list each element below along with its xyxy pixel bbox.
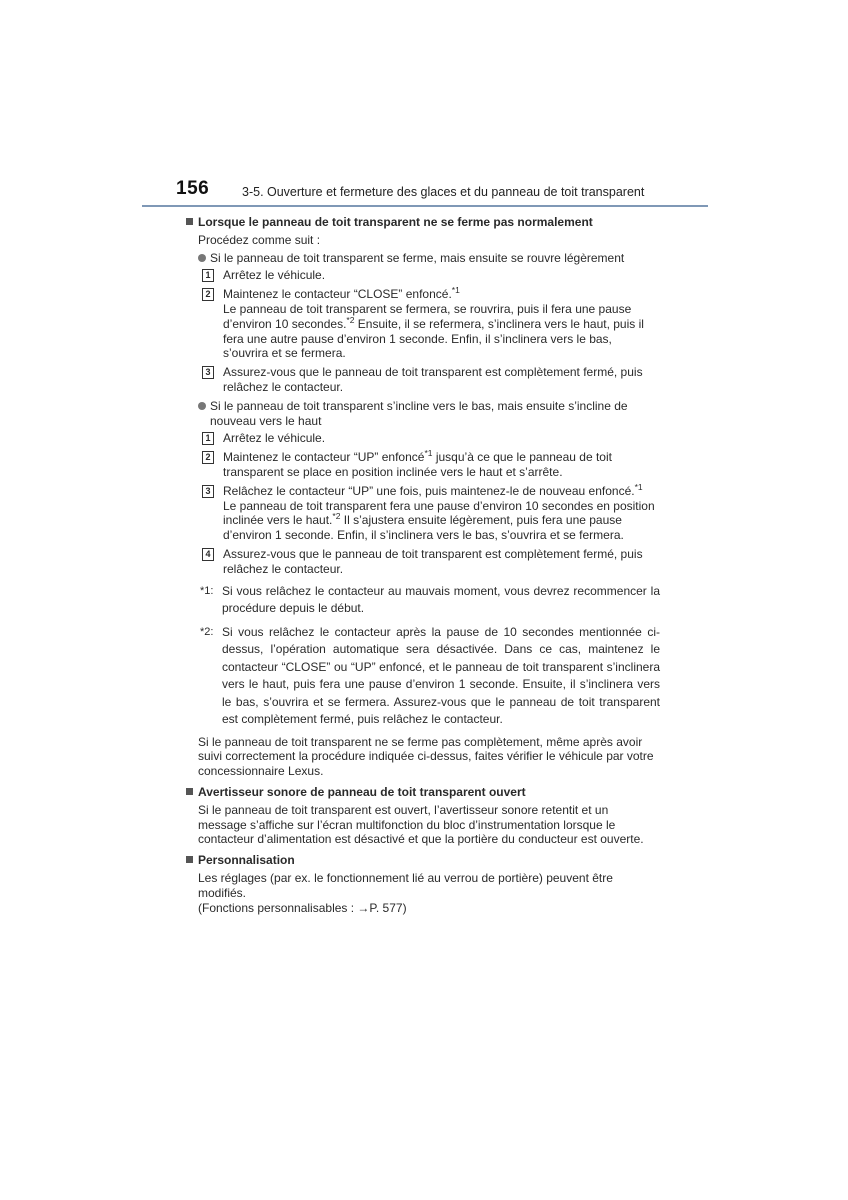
step-item xyxy=(202,287,660,361)
footnote-text: Si vous relâchez le contacteur après la pause de 10 secondes mentionnée ci-dessus, l’opération automatique sera désactivée. Dans ce cas, maintenez le contacteur “CLOSE” ou “UP” enfoncé, et le panneau de toit transparent s’inclinera vers le haut, puis fera une pause d’environ 1 seconde. Ensuite, il s’inclinera vers le bas, s’ouvrira et se fermera. Assurez-vous que le panneau de toit transparent est complètement fermé, puis relâchez le contacteur. xyxy=(222,624,660,727)
step-number: 2 xyxy=(202,451,214,464)
step-text xyxy=(223,450,660,480)
step-number: 3 xyxy=(202,366,214,379)
step-item xyxy=(202,450,660,480)
section-title: 3-5. Ouverture et fermeture des glaces et du panneau de toit transparent xyxy=(242,185,645,199)
case-title xyxy=(198,251,660,266)
closing-text: Si le panneau de toit transparent ne se ferme pas complètement, même après avoir suivi correctement la procédure indiquée ci-dessus, faites vérifier le véhicule par votre concessionnaire Lexus. xyxy=(198,734,654,779)
heading-text: Personnalisation xyxy=(198,853,295,868)
section-heading xyxy=(186,785,660,800)
step-text xyxy=(223,287,660,361)
case-title xyxy=(198,399,660,429)
section-text-line: Les réglages (par ex. le fonctionnement lié au verrou de portière) peuvent être modifiés. xyxy=(198,870,613,900)
footnote-ref: *1 xyxy=(634,481,643,492)
step-text-part: Maintenez le contacteur “CLOSE” enfoncé. xyxy=(223,287,452,302)
section-heading xyxy=(186,215,660,230)
step-item xyxy=(202,481,660,543)
page-content xyxy=(186,215,660,918)
circle-bullet-icon xyxy=(198,254,206,262)
footnote-mark: *2: xyxy=(200,625,214,638)
heading-text: Avertisseur sonore de panneau de toit transparent ouvert xyxy=(198,784,526,799)
section-text xyxy=(198,871,660,915)
step-item xyxy=(202,365,660,395)
step-text-part: Le panneau de toit transparent se fermera, se rouvrira, puis il fera une pause d’environ 10 secondes. xyxy=(223,301,632,331)
footnote-ref: *2 xyxy=(332,511,341,522)
footnote-text: Si vous relâchez le contacteur au mauvais moment, vous devrez recommencer la procédure depuis le début. xyxy=(222,583,660,616)
step-text-part: Le panneau de toit transparent fera une pause d’environ 10 secondes en position inclinée vers le haut. xyxy=(223,498,655,528)
heading-text: Lorsque le panneau de toit transparent ne se ferme pas normalement xyxy=(198,215,593,229)
step-text-part: Maintenez le contacteur “UP” enfoncé xyxy=(223,450,425,465)
step-text: Arrêtez le véhicule. xyxy=(223,431,326,446)
case-title-text: Si le panneau de toit transparent se ferme, mais ensuite se rouvre légèrement xyxy=(210,250,625,265)
intro-text: Procédez comme suit : xyxy=(198,232,321,247)
cross-reference-link[interactable]: (Fonctions personnalisables : →P. 577) xyxy=(198,900,407,915)
footnote xyxy=(200,624,660,729)
step-number: 1 xyxy=(202,269,214,282)
footnote xyxy=(200,583,660,618)
footnote-ref: *1 xyxy=(424,448,433,459)
case-title-text: Si le panneau de toit transparent s’incline vers le bas, mais ensuite s’incline de nouveau vers le haut xyxy=(210,398,628,428)
footnote-mark: *1: xyxy=(200,584,214,597)
step-text-part: Il s’ajustera ensuite légèrement, puis fera une pause d’environ 1 seconde. Enfin, il s’inclinera vers le bas, s’ouvrira et se fermera. xyxy=(223,513,624,543)
page-number: 156 xyxy=(176,178,210,199)
square-bullet-icon xyxy=(186,218,193,225)
step-text: Arrêtez le véhicule. xyxy=(223,268,326,283)
step-number: 2 xyxy=(202,288,214,301)
square-bullet-icon xyxy=(186,788,193,795)
step-item xyxy=(202,268,660,283)
footnote-ref: *1 xyxy=(451,285,460,296)
step-text-part: jusqu’à ce que le panneau de toit transparent se place en position inclinée vers le haut et s’arrête. xyxy=(223,450,612,479)
step-text: Assurez-vous que le panneau de toit transparent est complètement fermé, puis relâchez le contacteur. xyxy=(223,365,643,394)
step-number: 3 xyxy=(202,485,214,498)
step-item xyxy=(202,547,660,577)
step-number: 1 xyxy=(202,432,214,445)
footnote-ref: *2 xyxy=(346,314,355,325)
header-divider xyxy=(142,205,708,207)
square-bullet-icon xyxy=(186,856,193,863)
step-text: Assurez-vous que le panneau de toit transparent est complètement fermé, puis relâchez le contacteur. xyxy=(223,546,643,576)
section-heading xyxy=(186,853,660,868)
step-text xyxy=(223,481,660,543)
step-number: 4 xyxy=(202,548,214,561)
circle-bullet-icon xyxy=(198,402,206,410)
section-text: Si le panneau de toit transparent est ouvert, l’avertisseur sonore retentit et un message s’affiche sur l’écran multifonction du bloc d’instrumentation lorsque le contacteur d’alimentation est désactivé et que la portière du conducteur est ouverte. xyxy=(198,802,644,847)
step-text-part: Ensuite, il se refermera, s’inclinera vers le haut, puis il fera une autre pause d’environ 1 seconde. Enfin, il s’inclinera vers le bas, s’ouvrira et se fermera. xyxy=(223,316,644,361)
step-text-part: Relâchez le contacteur “UP” une fois, puis maintenez-le de nouveau enfoncé. xyxy=(223,483,635,498)
step-item xyxy=(202,431,660,446)
